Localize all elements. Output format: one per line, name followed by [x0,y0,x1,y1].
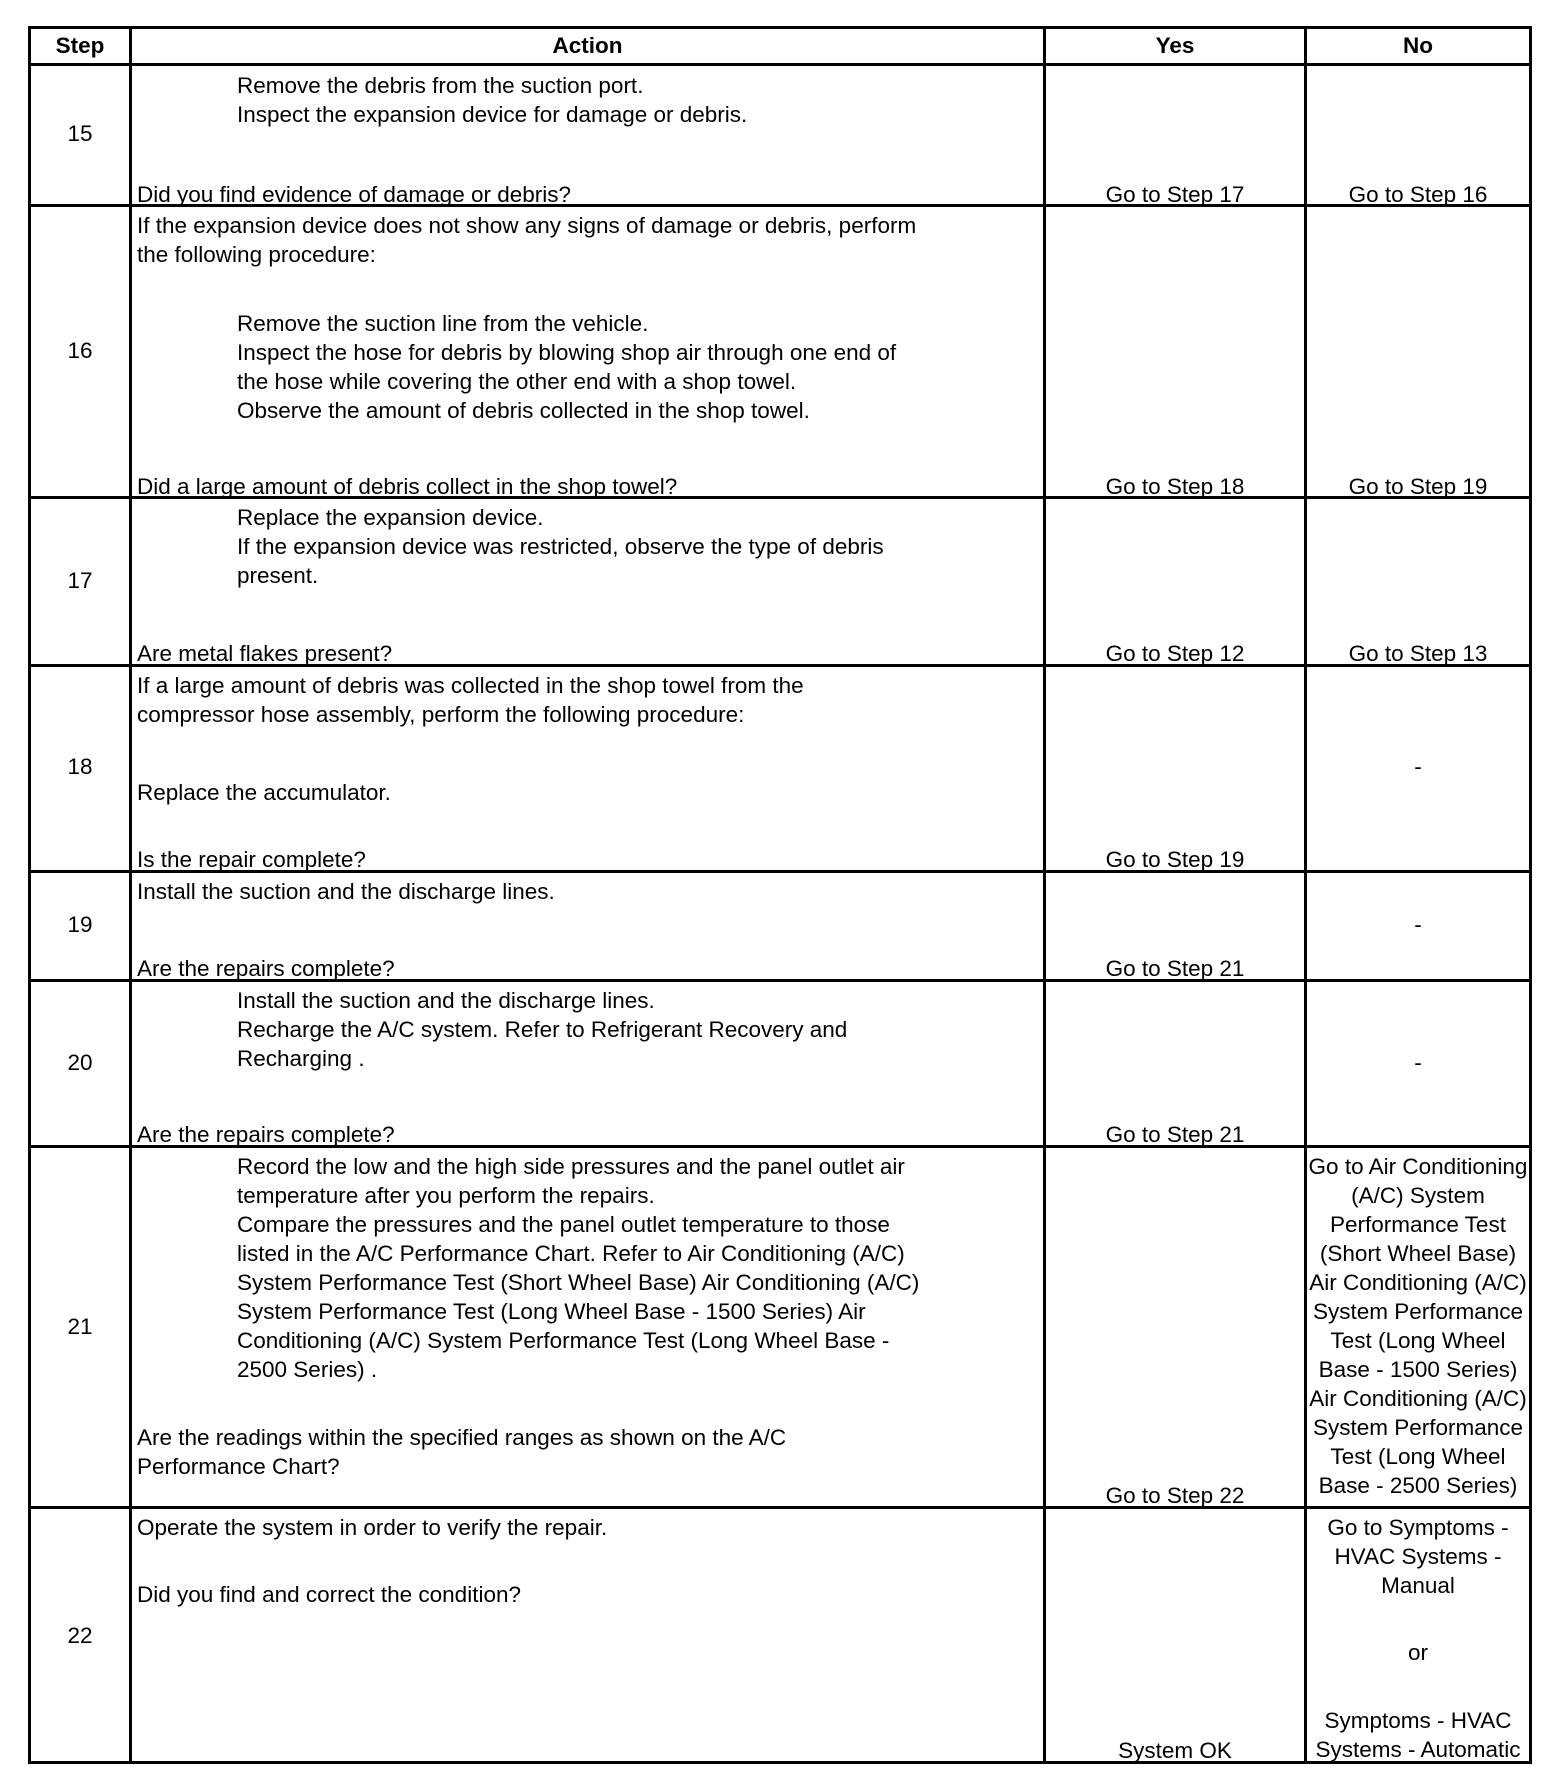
procedure-steps: Remove the debris from the suction port. Inspect the expansion device for damage or debris. [237,73,748,127]
yes-action: Go to Step 17 [1105,182,1245,207]
yes-action: Go to Step 18 [1105,474,1245,499]
no-action: Go to Step 13 [1348,641,1488,666]
yes-action: Go to Step 21 [1105,1122,1245,1147]
procedure-steps: Remove the suction line from the vehicle. Inspect the hose for debris by blowing shop air through one end of the hose while covering the other end with a shop towel. Observe the amount of debris collected in the shop towel. [237,311,897,423]
no-action-manual: Go to Symptoms - HVAC Systems - Manual [1327,1515,1509,1598]
question-text: Are metal flakes present? [137,641,393,666]
procedure-steps: Replace the expansion device. If the expansion device was restricted, observe the type of debris present. [237,505,884,588]
no-action: - [1414,1050,1422,1075]
grid-line [28,26,31,1764]
procedure-steps: Record the low and the high side pressures and the panel outlet air temperature after you perform the repairs. Compare the pressures and the panel outlet temperature to those listed in the A/C Performance Chart. Refer to Air Conditioning (A/C) System Performance Test (Short Wheel Base) Air Conditioning (A/C) System Performance Test (Long Wheel Base - 1500 Series) Air Conditioning (A/C) System Performance Test (Long Wheel Base - 2500 Series) . [237,1154,920,1382]
no-action: Go to Air Conditioning (A/C) System Performance Test (Short Wheel Base) Air Conditioning (A/C) System Performance Test (Long Wheel Base - 1500 Series) Air Conditioning (A/C) System Performance Test (Long Wheel Base - 2500 Series) [1308,1154,1528,1498]
step-number: 20 [67,1050,93,1075]
no-action: - [1414,912,1422,937]
no-action: - [1414,754,1422,779]
yes-action: Go to Step 19 [1105,847,1245,872]
header-action: Action [552,33,623,58]
no-action: Go to Step 16 [1348,182,1488,207]
question-text: Are the readings within the specified ranges as shown on the A/C Performance Chart? [137,1425,787,1479]
question-text: Are the repairs complete? [137,956,395,981]
header-step: Step [55,33,105,58]
no-action: Go to Step 19 [1348,474,1488,499]
step-number: 18 [67,754,93,779]
procedure-step: Replace the accumulator. [137,780,391,805]
grid-line [28,1506,1532,1509]
no-action-automatic: Symptoms - HVAC Systems - Automatic [1315,1708,1521,1762]
header-no: No [1403,33,1433,58]
procedure-intro: If a large amount of debris was collected in the shop towel from the compressor hose assembly, perform the following procedure: [137,673,804,727]
step-number: 22 [67,1623,93,1648]
grid-line [1304,26,1307,1764]
step-number: 15 [67,121,93,146]
question-text: Did you find evidence of damage or debris? [137,182,572,207]
grid-line [1529,26,1532,1764]
grid-line [28,63,1532,66]
step-number: 19 [67,912,93,937]
no-action-or: or [1407,1640,1428,1665]
yes-action: Go to Step 21 [1105,956,1245,981]
question-text: Are the repairs complete? [137,1122,395,1147]
step-number: 21 [67,1314,93,1339]
yes-action: Go to Step 12 [1105,641,1245,666]
question-text: Is the repair complete? [137,847,366,872]
question-text: Did you find and correct the condition? [137,1582,521,1607]
yes-action: Go to Step 22 [1105,1483,1245,1508]
step-number: 17 [67,568,93,593]
yes-action: System OK [1118,1738,1232,1763]
procedure-steps: Install the suction and the discharge lines. Recharge the A/C system. Refer to Refrigerant Recovery and Recharging . [237,988,848,1071]
procedure-intro: Install the suction and the discharge lines. [137,879,555,904]
diagnostic-table [28,26,1532,1764]
procedure-intro: Operate the system in order to verify the repair. [137,1515,608,1540]
step-number: 16 [67,338,93,363]
header-yes: Yes [1155,33,1195,58]
procedure-intro: If the expansion device does not show any signs of damage or debris, perform the following procedure: [137,213,917,267]
grid-line [129,26,132,1764]
question-text: Did a large amount of debris collect in the shop towel? [137,474,678,499]
